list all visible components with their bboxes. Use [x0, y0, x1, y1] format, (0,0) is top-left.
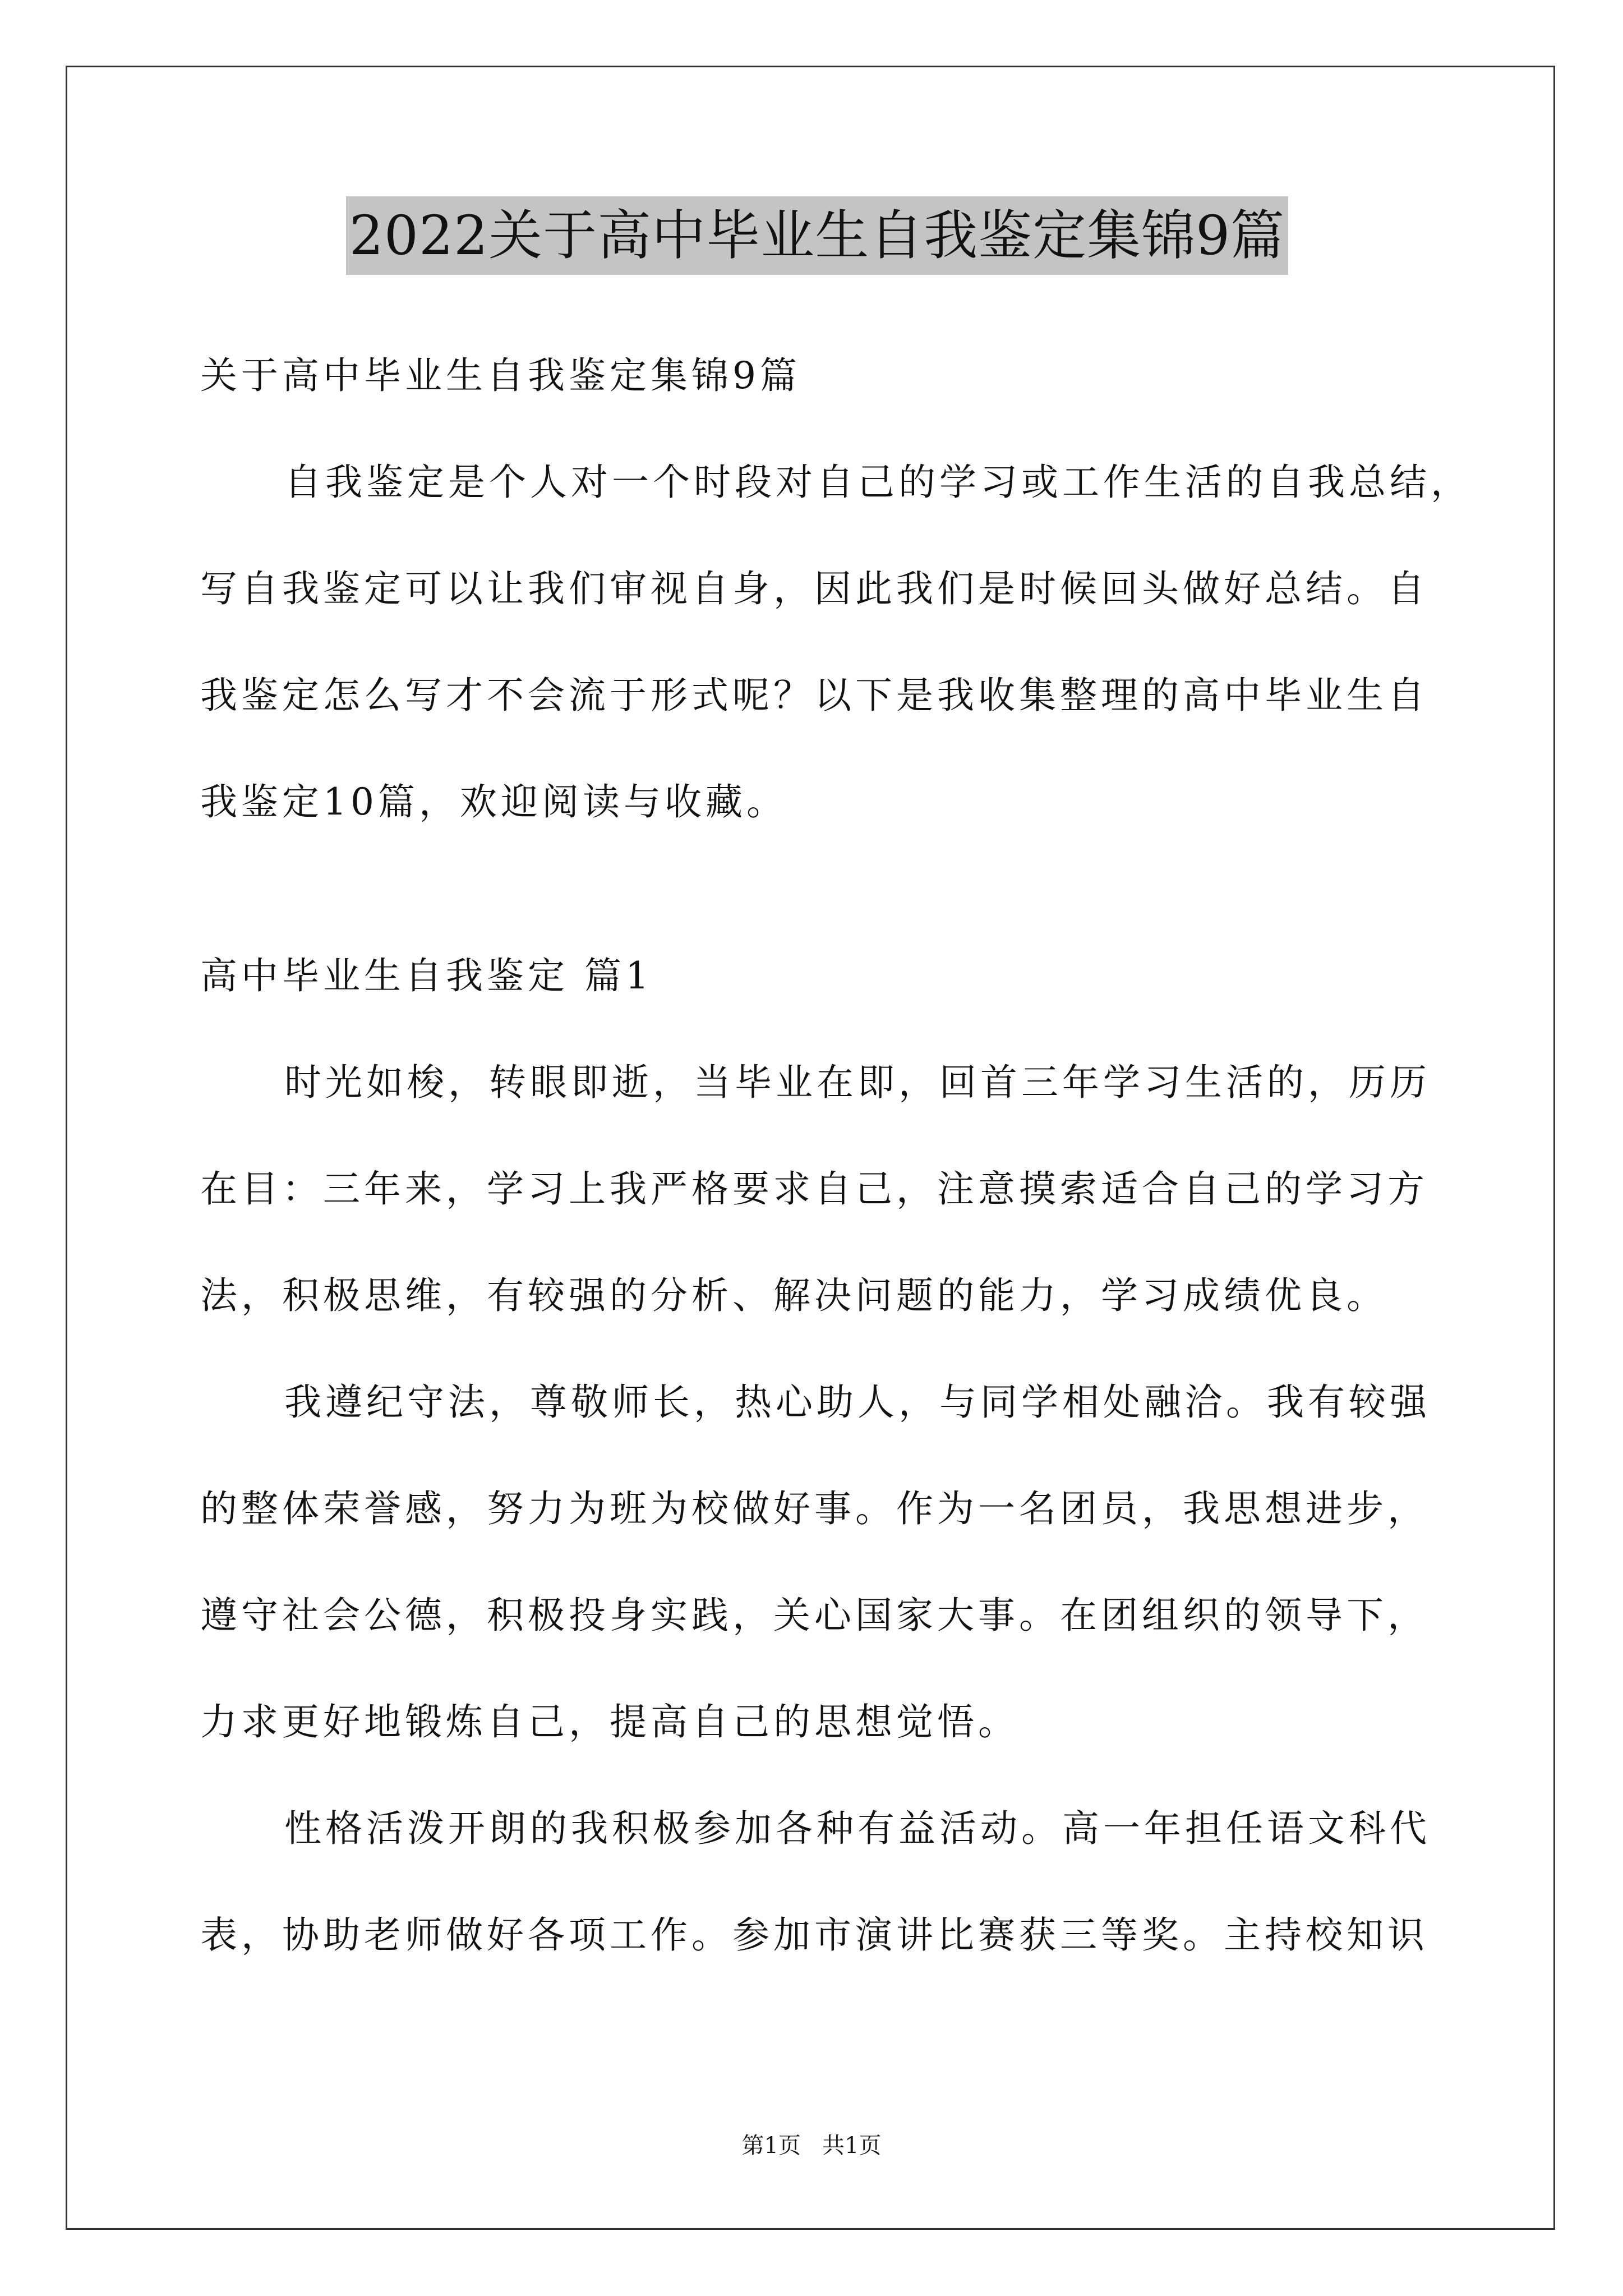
- intro-paragraph-line: 我鉴定怎么写才不会流于形式呢？以下是我收集整理的高中毕业生自: [200, 674, 1428, 717]
- page-footer: 第1页 共1页: [741, 2133, 882, 2159]
- section-paragraph-line: 法，积极思维，有较强的分析、解决问题的能力，学习成绩优良。: [200, 1274, 1387, 1317]
- section-paragraph-line: 性格活泼开朗的我积极参加各种有益活动。高一年担任语文科代: [284, 1807, 1431, 1850]
- section-paragraph-line: 表，协助老师做好各项工作。参加市演讲比赛获三等奖。主持校知识: [200, 1913, 1428, 1957]
- document-title: 2022关于高中毕业生自我鉴定集锦9篇: [346, 196, 1288, 275]
- intro-paragraph-line: 写自我鉴定可以让我们审视自身，因此我们是时候回头做好总结。自: [200, 567, 1428, 610]
- section-paragraph-line: 遵守社会公德，积极投身实践，关心国家大事。在团组织的领导下，: [200, 1594, 1428, 1637]
- intro-paragraph-line: 自我鉴定是个人对一个时段对自己的学习或工作生活的自我总结，: [284, 461, 1472, 504]
- intro-paragraph-line: 我鉴定10篇，欢迎阅读与收藏。: [200, 780, 787, 823]
- section-paragraph-line: 力求更好地锻炼自己，提高自己的思想觉悟。: [200, 1700, 1019, 1743]
- section-paragraph-line: 的整体荣誉感，努力为班为校做好事。作为一名团员，我思想进步，: [200, 1487, 1428, 1530]
- title-container: [200, 196, 1434, 275]
- section-paragraph-line: 在目：三年来，学习上我严格要求自己，注意摸索适合自己的学习方: [200, 1167, 1428, 1211]
- section-heading: 高中毕业生自我鉴定 篇1: [200, 954, 653, 997]
- section-paragraph-line: 时光如梭，转眼即逝，当毕业在即，回首三年学习生活的，历历: [284, 1061, 1431, 1104]
- document-subtitle: 关于高中毕业生自我鉴定集锦9篇: [200, 354, 801, 397]
- section-paragraph-line: 我遵纪守法，尊敬师长，热心助人，与同学相处融洽。我有较强: [284, 1381, 1431, 1424]
